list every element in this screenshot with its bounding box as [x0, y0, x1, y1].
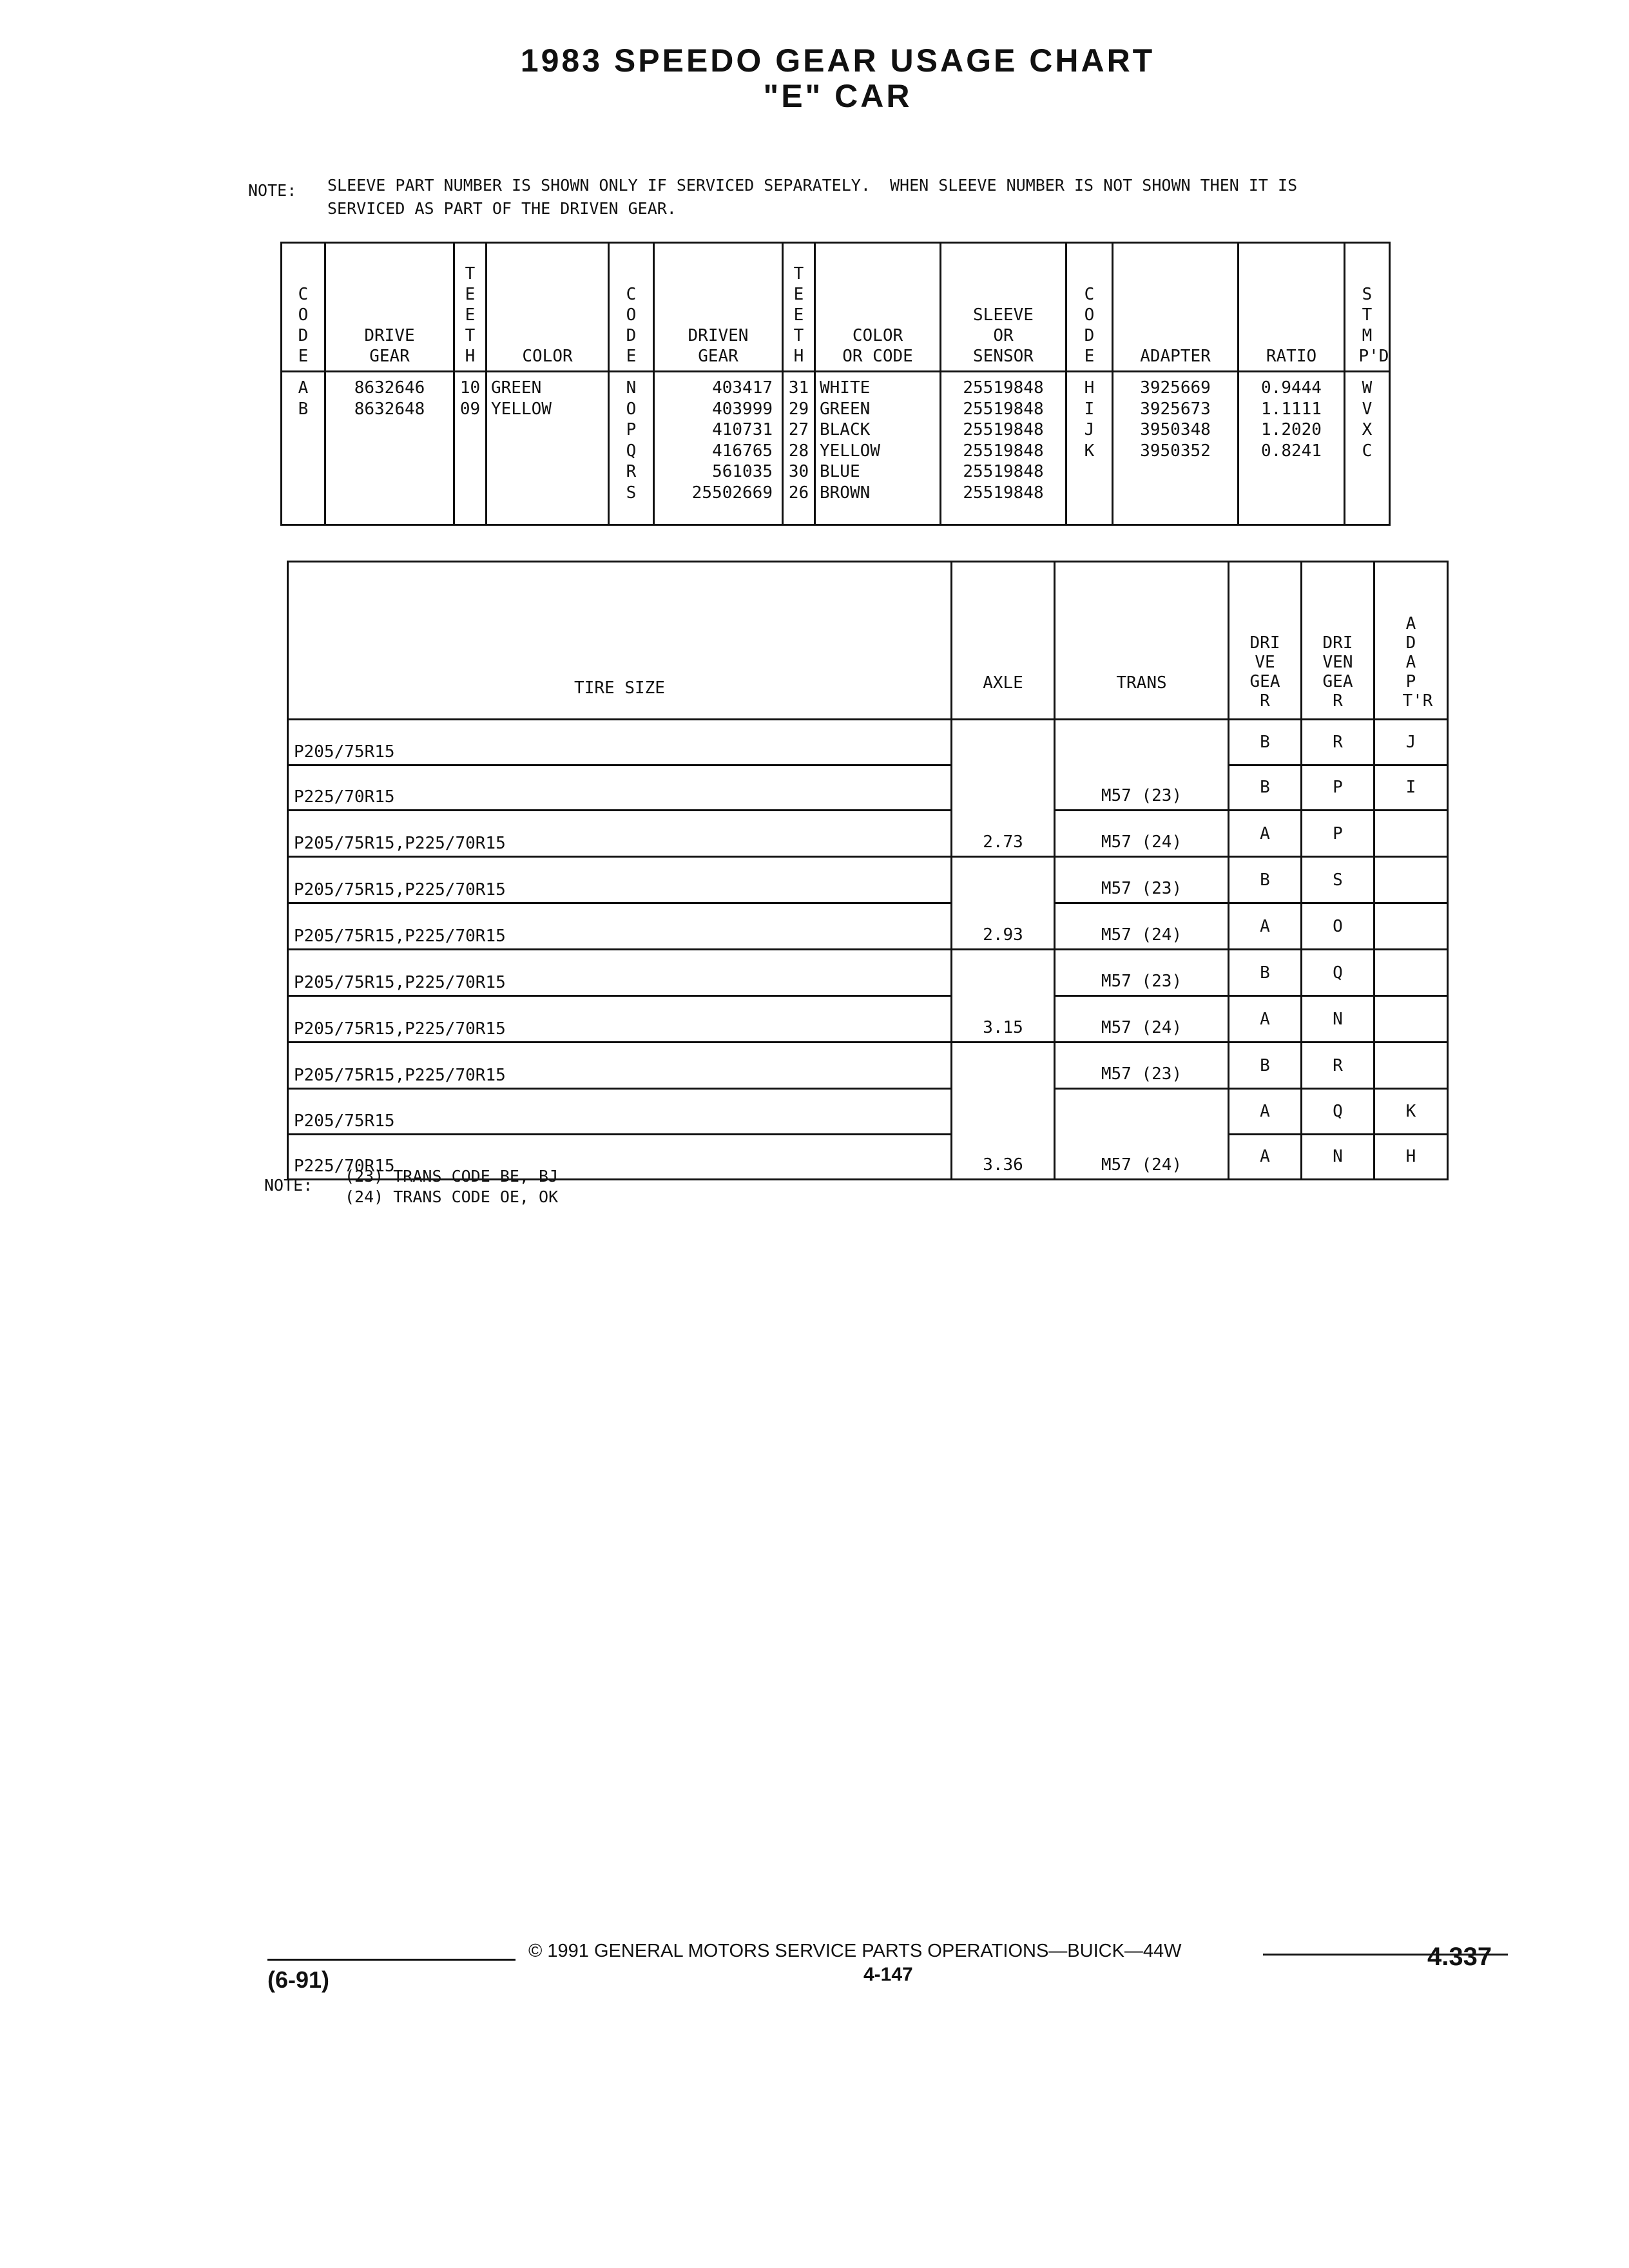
trans: M57 (24) — [1055, 996, 1229, 1043]
header-code-driven: CODE — [609, 243, 654, 372]
footer-rule-left — [267, 1959, 516, 1961]
tire-size: P205/75R15,P225/70R15 — [288, 996, 952, 1043]
adapter-code: I — [1374, 765, 1448, 811]
drive-gears: 8632646 8632648 — [325, 372, 454, 525]
header-color-or-code: COLOR OR CODE — [815, 243, 941, 372]
header-trans: TRANS — [1055, 562, 1229, 720]
tire-size: P205/75R15,P225/70R15 — [288, 811, 952, 857]
trans: M57 (23) — [1055, 1043, 1229, 1089]
driven-codes: N O P Q R S — [609, 372, 654, 525]
driven-teeth: 31 29 27 28 30 26 — [783, 372, 815, 525]
axle — [952, 1089, 1055, 1135]
adapter-code: K — [1374, 1089, 1448, 1135]
drive-colors: GREEN YELLOW — [487, 372, 609, 525]
table-row — [288, 765, 1448, 811]
tire-size: P225/70R15 — [288, 765, 952, 811]
axle: 3.36 — [952, 1134, 1055, 1180]
driven-gear-code: S — [1302, 857, 1374, 903]
header-sleeve-or-sensor: SLEEVE OR SENSOR — [941, 243, 1066, 372]
page-title: 1983 SPEEDO GEAR USAGE CHART — [520, 43, 1155, 79]
footer-page-center: 4-147 — [863, 1964, 913, 1985]
adapter-code — [1374, 996, 1448, 1043]
note-line-2: SERVICED AS PART OF THE DRIVEN GEAR. — [327, 199, 677, 218]
header-teeth-driven: TEETH — [783, 243, 815, 372]
sleeve-numbers: 25519848 25519848 25519848 25519848 25519848 25519848 — [941, 372, 1066, 525]
header-code-adapter: CODE — [1066, 243, 1113, 372]
driven-gear-code: R — [1302, 720, 1374, 765]
driven-gear-code: N — [1302, 1134, 1374, 1180]
trans: M57 (23) — [1055, 950, 1229, 996]
note-bottom-label: NOTE: — [264, 1176, 313, 1195]
footer-date-code: (6-91) — [267, 1966, 330, 1993]
drive-gear-code: B — [1229, 765, 1302, 811]
drive-codes: A B — [282, 372, 325, 525]
adapter-code — [1374, 903, 1448, 950]
header-color-drive: COLOR — [487, 243, 609, 372]
usage-table — [287, 561, 1449, 1180]
driven-gear-code: Q — [1302, 1089, 1374, 1135]
header-adapter-code: ADAPT'R — [1374, 562, 1448, 720]
note-bottom-line-2: (24) TRANS CODE OE, OK — [345, 1187, 559, 1206]
axle — [952, 720, 1055, 765]
driven-colors: WHITE GREEN BLACK YELLOW BLUE BROWN — [815, 372, 941, 525]
table-row — [288, 950, 1448, 996]
trans: M57 (24) — [1055, 1134, 1229, 1180]
table-row — [288, 903, 1448, 950]
adapter-code: H — [1374, 1134, 1448, 1180]
driven-gear-code: Q — [1302, 950, 1374, 996]
note-label: NOTE: — [248, 181, 297, 200]
axle — [952, 765, 1055, 811]
page-subtitle: "E" CAR — [763, 78, 912, 114]
gear-table — [280, 242, 1391, 526]
adapter-code: J — [1374, 720, 1448, 765]
tire-size: P205/75R15,P225/70R15 — [288, 1043, 952, 1089]
tire-size: P205/75R15,P225/70R15 — [288, 857, 952, 903]
driven-gear-code: O — [1302, 903, 1374, 950]
drive-gear-code: A — [1229, 1134, 1302, 1180]
adapter-numbers: 3925669 3925673 3950348 3950352 — [1113, 372, 1239, 525]
adapter-code — [1374, 1043, 1448, 1089]
driven-gears: 403417 403999 410731 416765 561035 25502669 — [654, 372, 783, 525]
driven-gear-code: N — [1302, 996, 1374, 1043]
table-row — [288, 720, 1448, 765]
table-row — [288, 1043, 1448, 1089]
tire-size: P205/75R15,P225/70R15 — [288, 950, 952, 996]
driven-gear-code: P — [1302, 765, 1374, 811]
axle: 2.73 — [952, 811, 1055, 857]
table-row — [288, 996, 1448, 1043]
header-code-drive: CODE — [282, 243, 325, 372]
tire-size: P205/75R15 — [288, 720, 952, 765]
driven-gear-code: P — [1302, 811, 1374, 857]
driven-gear-code: R — [1302, 1043, 1374, 1089]
header-adapter: ADAPTER — [1113, 243, 1239, 372]
header-teeth-drive: TEETH — [454, 243, 487, 372]
drive-gear-code: B — [1229, 857, 1302, 903]
header-axle: AXLE — [952, 562, 1055, 720]
drive-gear-code: A — [1229, 1089, 1302, 1135]
tire-size: P205/75R15,P225/70R15 — [288, 903, 952, 950]
ratios: 0.9444 1.1111 1.2020 0.8241 — [1239, 372, 1345, 525]
adapter-code — [1374, 950, 1448, 996]
adapter-code — [1374, 857, 1448, 903]
axle — [952, 1043, 1055, 1089]
header-tire-size: TIRE SIZE — [288, 562, 952, 720]
axle — [952, 950, 1055, 996]
footer-copyright: © 1991 GENERAL MOTORS SERVICE PARTS OPERATIONS—BUICK—44W — [528, 1941, 1182, 1961]
axle: 3.15 — [952, 996, 1055, 1043]
table-row — [288, 857, 1448, 903]
footer-page-right: 4.337 — [1427, 1943, 1492, 1971]
drive-teeth: 10 09 — [454, 372, 487, 525]
trans — [1055, 1089, 1229, 1135]
header-drive-gear: DRIVE GEAR — [325, 243, 454, 372]
trans: M57 (24) — [1055, 811, 1229, 857]
stamped-codes: W V X C — [1345, 372, 1390, 525]
drive-gear-code: B — [1229, 950, 1302, 996]
adapter-code — [1374, 811, 1448, 857]
header-driven-gear-code: DRIVEN GEAR — [1302, 562, 1374, 720]
drive-gear-code: A — [1229, 811, 1302, 857]
tire-size: P205/75R15 — [288, 1089, 952, 1135]
trans — [1055, 720, 1229, 765]
drive-gear-code: B — [1229, 720, 1302, 765]
trans: M57 (23) — [1055, 857, 1229, 903]
drive-gear-code: A — [1229, 996, 1302, 1043]
header-ratio: RATIO — [1239, 243, 1345, 372]
table-row — [288, 811, 1448, 857]
trans: M57 (24) — [1055, 903, 1229, 950]
note-bottom-line-1: (23) TRANS CODE BE, BJ — [345, 1167, 559, 1186]
trans: M57 (23) — [1055, 765, 1229, 811]
table-row — [288, 1089, 1448, 1135]
drive-gear-code: A — [1229, 903, 1302, 950]
header-drive-gear-code: DRIVE GEAR — [1229, 562, 1302, 720]
tire-size: P225/70R15 — [288, 1134, 952, 1180]
note-line-1: SLEEVE PART NUMBER IS SHOWN ONLY IF SERVICED SEPARATELY. WHEN SLEEVE NUMBER IS NOT SHOWN THEN IT IS — [327, 176, 1298, 195]
drive-gear-code: B — [1229, 1043, 1302, 1089]
header-driven-gear: DRIVEN GEAR — [654, 243, 783, 372]
header-stamped: STMP'D — [1345, 243, 1390, 372]
axle — [952, 857, 1055, 903]
adapter-codes: H I J K — [1066, 372, 1113, 525]
axle: 2.93 — [952, 903, 1055, 950]
